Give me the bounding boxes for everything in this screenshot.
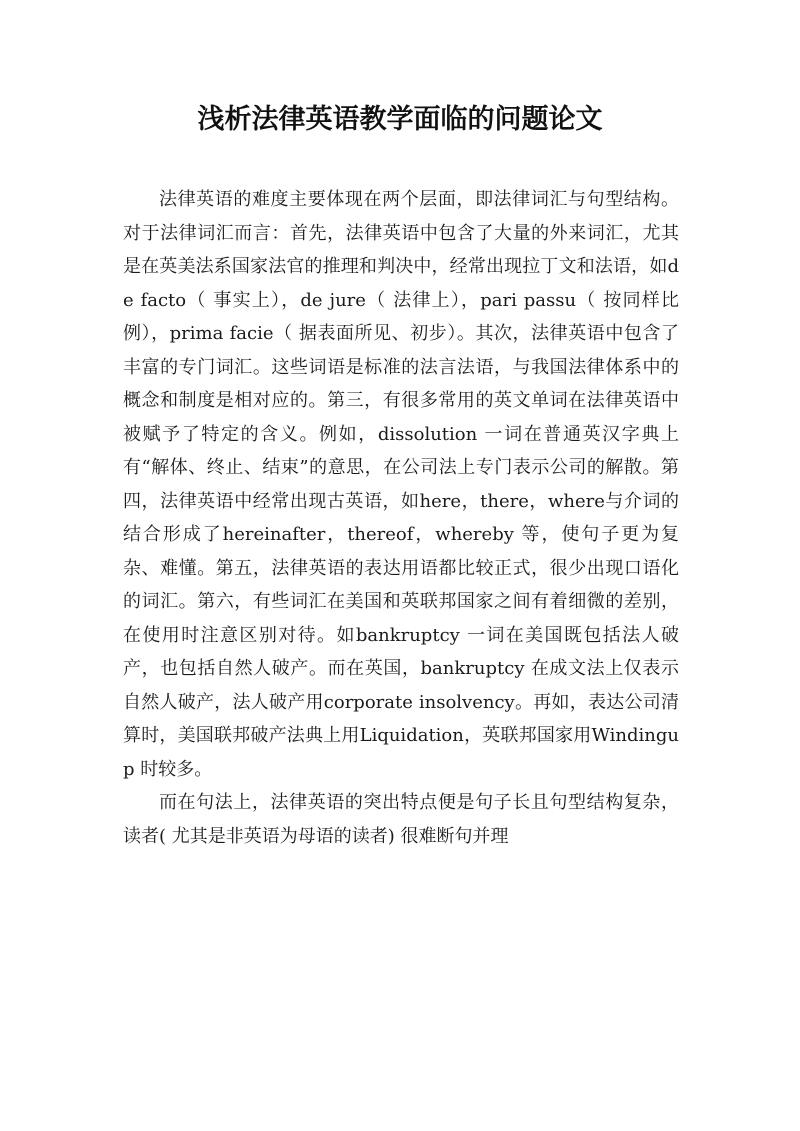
paragraph-2: 而在句法上，法律英语的突出特点便是句子长且句型结构复杂，读者( 尤其是非英语为母语的读者) 很难断句并理 <box>123 792 679 847</box>
paragraph-1: 法律英语的难度主要体现在两个层面，即法律词汇与句型结构。对于法律词汇而言：首先，法律英语中包含了大量的外来词汇，尤其是在英美法系国家法官的推理和判决中，经常出现拉丁文和法语，如de facto（ 事实上），de jure（ 法律上），pari passu（ 按同样比例），prima facie（ 据表面所见、初步）。其次，法律英语中包含了丰富的专门词汇。这些词语是标准的法言法语，与我国法律体系中的概念和制度是相对应的。第三，有很多常用的英文单词在法律英语中被赋予了特定的含义。例如，dissolution 一词在普通英汉字典上有“解体、终止、结束”的意思，在公司法上专门表示公司的解散。第四，法律英语中经常出现古英语，如here，there，where与介词的结合形成了hereinafter，thereof，whereby 等，使句子更为复杂、难懂。第五，法律英语的表达用语都比较正式，很少出现口语化的词汇。第六，有些词汇在美国和英联邦国家之间有着细微的差别，在使用时注意区别对待。如bankruptcy 一词在美国既包括法人破产，也包括自然人破产。而在英国，bankruptcy 在成文法上仅表示自然人破产，法人破产用corporate insolvency。再如，表达公司清算时，美国联邦破产法典上用Liquidation，英联邦国家用Windingup 时较多。 <box>123 189 679 780</box>
document-title: 浅析法律英语教学面临的问题论文 <box>197 104 603 135</box>
document-body <box>123 183 679 853</box>
